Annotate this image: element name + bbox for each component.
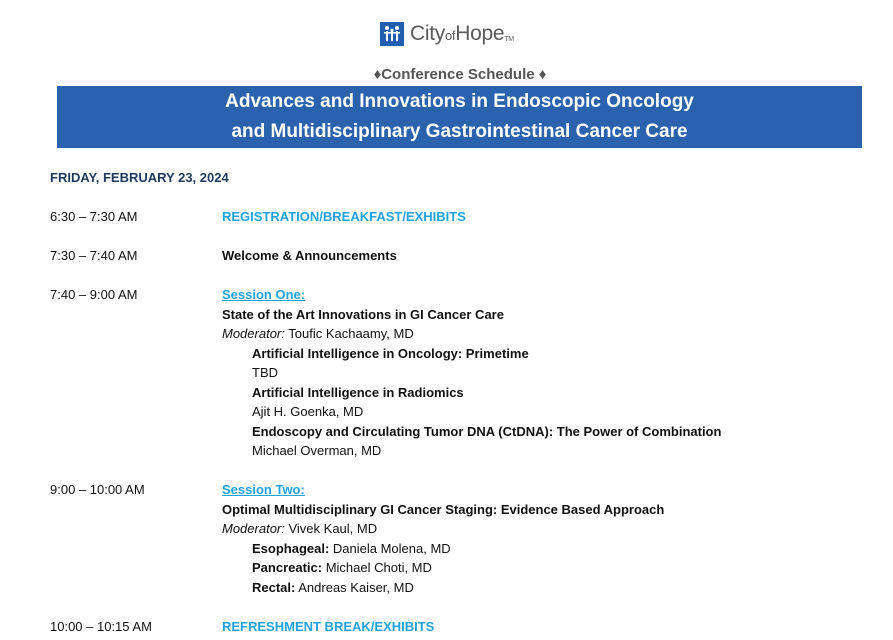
moderator-name: Toufic Kachaamy, MD — [284, 326, 414, 341]
talk-label: Rectal: — [252, 579, 296, 595]
city-of-hope-logo — [380, 22, 514, 46]
session-two-link[interactable]: Session Two: — [222, 482, 305, 497]
moderator-name: Vivek Kaul, MD — [284, 521, 378, 536]
schedule-title: ♦Conference Schedule ♦ — [373, 66, 547, 83]
talk-line — [222, 558, 862, 578]
talk-title: Endoscopy and Circulating Tumor DNA (CtDNA): The Power of Combination — [252, 423, 722, 439]
talk-speaker: Michael Overman, MD — [252, 443, 382, 458]
moderator-line — [222, 324, 862, 344]
moderator-label: Moderator: — [222, 326, 285, 341]
agenda-title: REFRESHMENT BREAK/EXHIBITS — [222, 619, 435, 634]
talk-title: Artificial Intelligence in Oncology: Primetime — [252, 345, 529, 361]
talk-speaker: Michael Choti, MD — [322, 560, 432, 575]
people-icon — [380, 22, 404, 46]
talk-title: Artificial Intelligence in Radiomics — [252, 384, 464, 400]
banner-title-line-1: Advances and Innovations in Endoscopic Oncology — [225, 91, 694, 112]
conference-banner — [57, 86, 862, 148]
time-slot: 7:40 – 9:00 AM — [50, 287, 138, 302]
moderator-line — [222, 519, 862, 539]
logo-text: CityofHopeTM — [410, 22, 514, 45]
talk-speaker: Andreas Kaiser, MD — [295, 579, 414, 595]
banner-title-line-2: and Multidisciplinary Gastrointestinal Cancer Care — [231, 121, 688, 142]
talk-speaker: Daniela Molena, MD — [329, 540, 451, 556]
talk-line — [222, 539, 862, 559]
talk-line — [222, 578, 862, 598]
talk-speaker: TBD — [252, 365, 278, 380]
time-slot: 6:30 – 7:30 AM — [50, 209, 138, 224]
moderator-label: Moderator: — [222, 521, 285, 536]
talk-speaker: Ajit H. Goenka, MD — [252, 404, 364, 419]
time-slot: 10:00 – 10:15 AM — [50, 619, 152, 634]
time-slot: 7:30 – 7:40 AM — [50, 248, 138, 263]
session-topic: Optimal Multidisciplinary GI Cancer Staging: Evidence Based Approach — [222, 501, 665, 517]
time-slot: 9:00 – 10:00 AM — [50, 482, 145, 497]
schedule-date: FRIDAY, FEBRUARY 23, 2024 — [50, 170, 229, 185]
talk-label: Esophageal: — [252, 540, 330, 556]
agenda-title: Welcome & Announcements — [222, 248, 397, 263]
talk-label: Pancreatic: — [252, 560, 323, 575]
session-topic: State of the Art Innovations in GI Cancer Care — [222, 306, 504, 322]
agenda-title: REGISTRATION/BREAKFAST/EXHIBITS — [222, 209, 466, 224]
session-one-link[interactable]: Session One: — [222, 287, 306, 302]
